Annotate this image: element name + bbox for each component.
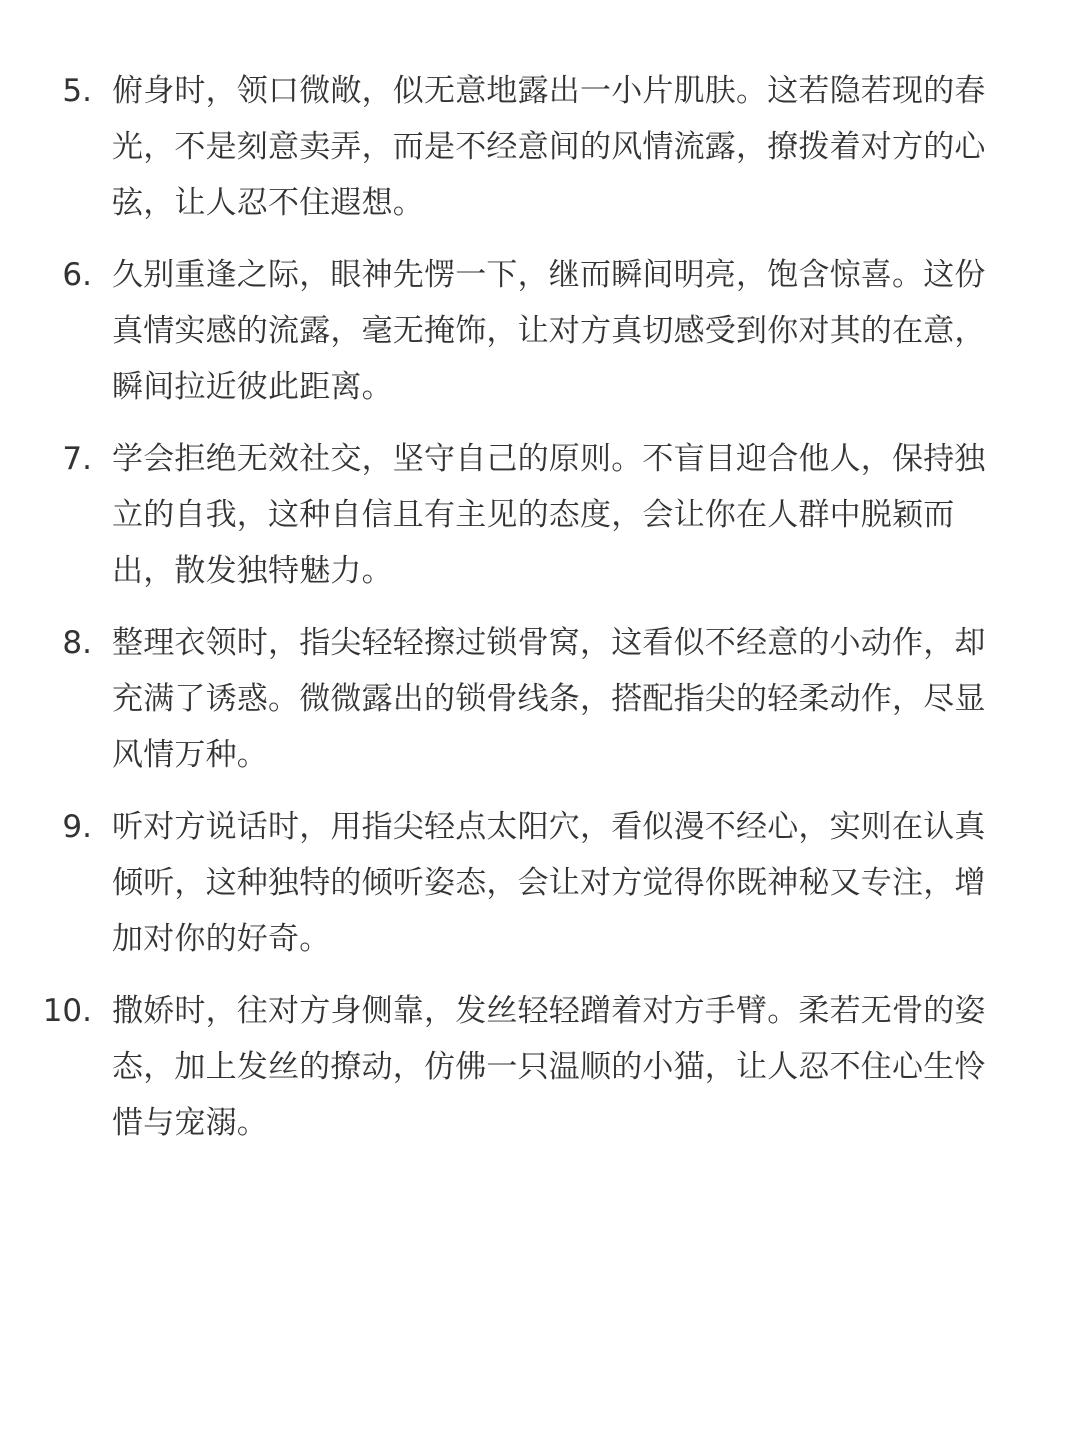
item-text: 整理衣领时，指尖轻轻擦过锁骨窝，这看似不经意的小动作，却充满了诱惑。微微露出的锁骨线条，搭配指尖的轻柔动作，尽显风情万种。 [112, 625, 986, 773]
item-text: 撒娇时，往对方身侧靠，发丝轻轻蹭着对方手臂。柔若无骨的姿态，加上发丝的撩动，仿佛一只温顺的小猫，让人忍不住心生怜惜与宠溺。 [112, 993, 986, 1141]
item-number: 10. [42, 993, 92, 1029]
item-text: 听对方说话时，用指尖轻点太阳穴，看似漫不经心，实则在认真倾听，这种独特的倾听姿态，会让对方觉得你既神秘又专注，增加对你的好奇。 [112, 809, 986, 957]
list-item-7 [0, 431, 1080, 599]
list-item-8 [0, 615, 1080, 783]
item-number: 7. [62, 441, 92, 477]
item-number: 6. [62, 257, 92, 293]
item-number: 9. [62, 809, 92, 845]
numbered-list [0, 63, 1080, 1167]
item-text: 久别重逢之际，眼神先愣一下，继而瞬间明亮，饱含惊喜。这份真情实感的流露，毫无掩饰，让对方真切感受到你对其的在意，瞬间拉近彼此距离。 [112, 257, 986, 405]
item-text: 学会拒绝无效社交，坚守自己的原则。不盲目迎合他人，保持独立的自我，这种自信且有主见的态度，会让你在人群中脱颖而出，散发独特魅力。 [112, 441, 986, 589]
list-item-5 [0, 63, 1080, 231]
item-text: 俯身时，领口微敞，似无意地露出一小片肌肤。这若隐若现的春光，不是刻意卖弄，而是不经意间的风情流露，撩拨着对方的心弦，让人忍不住遐想。 [112, 73, 986, 221]
item-number: 5. [62, 73, 92, 109]
item-number: 8. [62, 625, 92, 661]
list-item-9 [0, 799, 1080, 967]
list-item-6 [0, 247, 1080, 415]
list-item-10 [0, 983, 1080, 1151]
